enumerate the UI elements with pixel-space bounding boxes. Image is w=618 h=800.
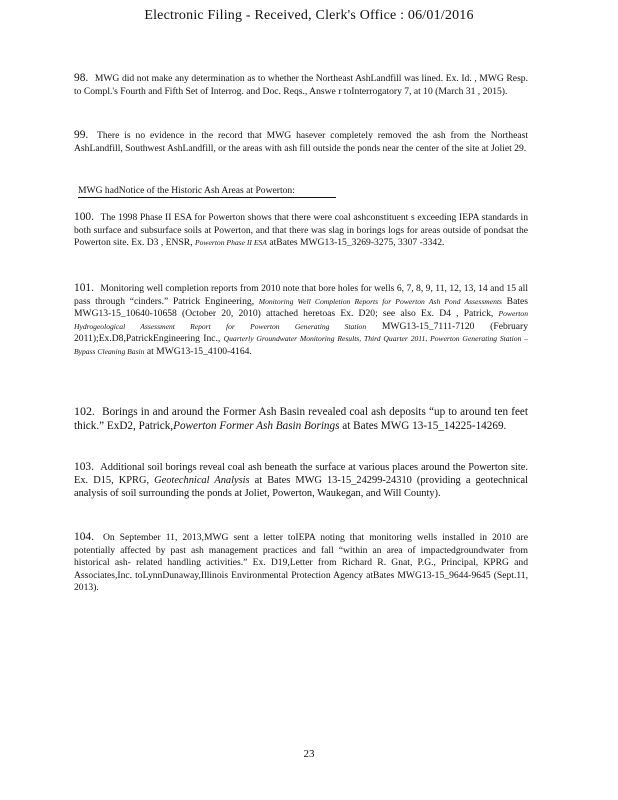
- document-title: Monitoring Well Completion Reports for Powerton Ash Pond Assessments: [258, 296, 503, 306]
- paragraph-number: 98.: [74, 72, 89, 84]
- paragraph-number: 103.: [74, 461, 94, 473]
- paragraph-text: There is no evidence in the record that MWG hasever completely removed the ash from the Northeast AshLandfill, Southwest AshLandfill, or the areas with ash fill outside the ponds near the center of the site at Joliet 29.: [74, 130, 528, 154]
- paragraph-text: The 1998 Phase II ESA for Powerton shows that there were coal ashconstituent s exceeding IEPA standards in both surface and subsurface soils at Powerton, and that there was slag in borings logs for areas outside of pondsat the Powerton site. Ex. D3 , ENSR,: [74, 212, 528, 249]
- paragraph-100: [74, 211, 528, 250]
- document-title: Powerton Former Ash Basin Borings: [173, 420, 340, 433]
- paragraph-text: Additional soil borings reveal coal ash beneath the surface at various places around the Powerton site. Ex. D15, KPRG,: [74, 462, 529, 487]
- paragraph-number: 101.: [74, 282, 94, 294]
- paragraph-text: Monitoring well completion reports from 2010 note that bore holes for wells 6, 7, 8, 9, 11, 12, 13, 14 and 15 all pass through “cinders.” Patrick Engineering,: [74, 283, 528, 307]
- paragraph-103: [74, 461, 528, 501]
- filing-header: Electronic Filing - Received, Clerk's Office : 06/01/2016: [144, 8, 474, 23]
- paragraph-text: Borings in and around the Former Ash Basin revealed coal ash deposits “up to around ten feet thick.” ExD2, Patrick,: [74, 406, 529, 433]
- paragraph-text: On September 11, 2013,MWG sent a letter toIEPA noting that monitoring wells installed in 2010 are potentially affected by past ash management practices and fall “within an area of impactedgroundwater from historical ash- related handling activities.” Ex. D19,Letter from Richard R. Gnat, P.G., Principal, KPRG and Associates,Inc. toLynnDunaway,Illinois Environmental Protection Agency atBates MWG13-15_9644-9645 (Sept.11, 2013).: [74, 532, 528, 594]
- document-title: Quarterly Groundwater Monitoring Results, Third Quarter 2011, Powerton Generating Station –Bypass Cleaning Basin: [74, 334, 528, 356]
- paragraph-98: [74, 72, 528, 98]
- paragraph-text: at Bates MWG 13-15_24299-24310 (providing a geotechnical analysis of soil surrounding the ponds at Joliet, Powerton, Waukegan, and Will County).: [74, 475, 528, 500]
- section-heading: MWG hadNotice of the Historic Ash Areas at Powerton:: [78, 185, 336, 198]
- paragraph-text: Bates MWG13-15_10640-10658 (October 20, 2010) attached heretoas Ex. D20; see also Ex. D4 , Patrick,: [74, 295, 528, 320]
- paragraph-text: MWG did not make any determination as to whether the Northeast AshLandfill was lined. Ex. Id. , MWG Resp. to Compl.'s Fourth and Fifth Set of Interrog. and Doc. Reqs., Answe r toInterrogatory 7, at 10 (March 31 , 2015).: [74, 73, 528, 97]
- document-title: Powerton Phase II ESA: [195, 238, 267, 248]
- paragraph-text: atBates MWG13-15_3269-3275, 3307 -3342.: [266, 237, 445, 249]
- paragraph-104: [74, 531, 528, 595]
- paragraph-text: MWG13-15_7111-7120 (February 2011);Ex.D8,PatrickEngineering Inc.,: [74, 320, 528, 345]
- paragraph-number: 104.: [74, 531, 94, 543]
- paragraph-number: 99.: [74, 129, 89, 141]
- paragraph-101: [74, 282, 528, 359]
- paragraph-number: 102.: [74, 404, 95, 418]
- paragraph-99: [74, 129, 528, 155]
- paragraph-102: [74, 404, 528, 433]
- paragraph-text: at MWG13-15_4100-4164.: [144, 345, 252, 357]
- document-title: Geotechnical Analysis: [154, 475, 250, 487]
- document-title: Powerton Hydrogeological Assessment Report for Powerton Generating Station: [74, 309, 528, 331]
- paragraph-number: 100.: [74, 211, 94, 223]
- paragraph-text: at Bates MWG 13-15_14225-14269.: [339, 420, 507, 433]
- page-number: 23: [303, 748, 315, 760]
